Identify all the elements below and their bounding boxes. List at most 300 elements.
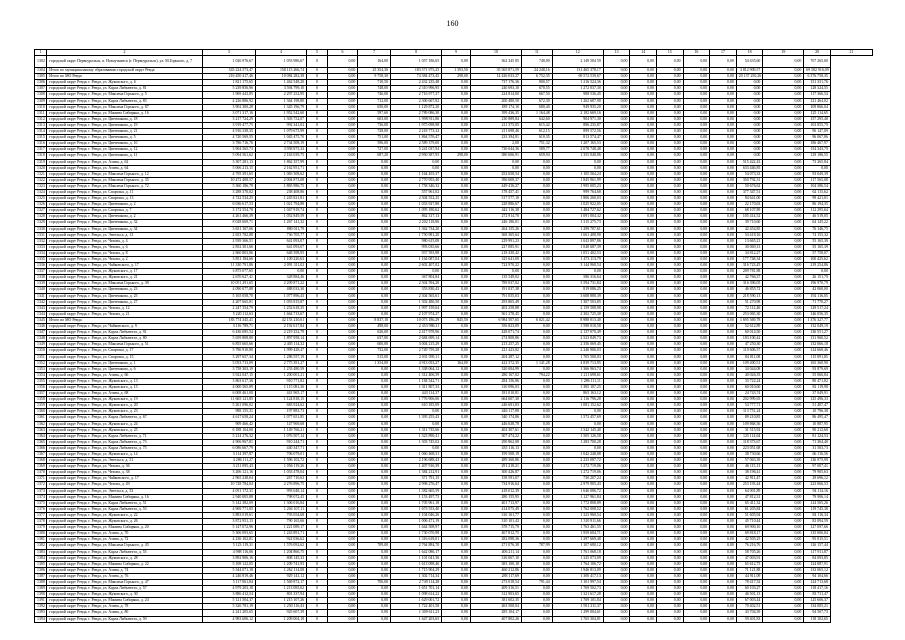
value-cell: 3 594 799,10: [255, 86, 306, 92]
value-cell: 211 375,05: [470, 122, 521, 128]
value-cell: 0,00: [763, 586, 804, 592]
value-cell: 285 104,17: [470, 610, 521, 616]
address-cell: городской округ Ревда, г. Ревда, ул. Спартака, д. 13: [47, 196, 203, 202]
value-cell: 0,00: [683, 250, 710, 256]
value-cell: 31 503,73: [804, 445, 831, 451]
value-cell: 1 376 327,77: [804, 317, 831, 323]
value-cell: 0,00: [442, 342, 471, 348]
value-cell: 0,00: [358, 537, 391, 543]
value-cell: 0,00: [683, 129, 710, 135]
value-cell: 612,15: [521, 129, 552, 135]
row-number: 1342: [35, 299, 47, 305]
value-cell: 218 430,42: [470, 250, 521, 256]
value-cell: 0,00: [603, 275, 630, 281]
value-cell: 154 343,79: [804, 147, 831, 153]
value-cell: 5 659 808,80: [202, 336, 255, 342]
value-cell: 603,00: [358, 116, 391, 122]
value-cell: 1 283 700,28: [552, 439, 603, 445]
value-cell: 1 250 116,43: [255, 604, 306, 610]
value-cell: 274 808,86: [470, 336, 521, 342]
value-cell: 1 300 417,13: [552, 573, 603, 579]
value-cell: 2 589 379,00: [391, 141, 442, 147]
value-cell: 0,00: [327, 159, 358, 165]
value-cell: 0: [307, 281, 327, 287]
value-cell: 54 435,60: [736, 56, 763, 68]
value-cell: 0,00: [442, 482, 471, 488]
value-cell: 0,00: [442, 226, 471, 232]
row-number: 1377: [35, 512, 47, 518]
value-cell: 0,00: [630, 232, 657, 238]
value-cell: 0,00: [358, 202, 391, 208]
value-cell: 0,00: [683, 506, 710, 512]
value-cell: 34 044,08: [736, 366, 763, 372]
value-cell: 1 127 961,84: [552, 494, 603, 500]
value-cell: 0,00: [358, 415, 391, 421]
value-cell: 0,00: [442, 214, 471, 220]
value-cell: 0,00: [603, 244, 630, 250]
value-cell: 0,00: [521, 427, 552, 433]
address-cell: городской округ Ревда, г. Ревда, ул. Чайковского, д. 17: [47, 263, 203, 269]
address-cell: городской округ Первоуральск, п. Новоуткинск (г. Первоуральск), ул. М.Горького, д. 7: [47, 56, 203, 68]
value-cell: 42 911,47: [736, 476, 763, 482]
value-cell: 0,00: [327, 104, 358, 110]
value-cell: 177 748,34: [736, 257, 763, 263]
address-cell: городской округ Ревда, г. Ревда, ул. Чехова, д. 8: [47, 250, 203, 256]
value-cell: 0,00: [442, 56, 471, 68]
address-cell: Итого по МО Ревда: [47, 74, 203, 80]
value-cell: 0,00: [603, 561, 630, 567]
value-cell: 0,00: [630, 336, 657, 342]
value-cell: 748,00: [358, 86, 391, 92]
value-cell: 0: [307, 56, 327, 68]
value-cell: 1 722 401,58: [391, 604, 442, 610]
value-cell: 0,00: [630, 458, 657, 464]
row-number: 1306: [35, 80, 47, 86]
value-cell: 0,00: [657, 421, 684, 427]
value-cell: 0,00: [710, 537, 737, 543]
value-cell: 0,00: [358, 452, 391, 458]
value-cell: 0,00: [683, 141, 710, 147]
value-cell: 3 872 951,13: [202, 519, 255, 525]
value-cell: 0,00: [327, 135, 358, 141]
value-cell: 3 758 303,19: [202, 366, 255, 372]
value-cell: 0,00: [736, 98, 763, 104]
value-cell: 84 641,00: [736, 196, 763, 202]
value-cell: 0,00: [683, 86, 710, 92]
value-cell: 4 979 203,18: [202, 586, 255, 592]
value-cell: 189 174,10: [470, 104, 521, 110]
row-number: 1375: [35, 500, 47, 506]
value-cell: 0,00: [603, 360, 630, 366]
value-cell: 680,40: [521, 104, 552, 110]
value-cell: 0,00: [763, 250, 804, 256]
value-cell: 0,00: [603, 403, 630, 409]
value-cell: 0,00: [327, 427, 358, 433]
row-number: 1387: [35, 573, 47, 579]
value-cell: 0,00: [710, 129, 737, 135]
value-cell: 0,00: [657, 610, 684, 616]
value-cell: 0,00: [763, 98, 804, 104]
value-cell: 5 214 276,32: [202, 433, 255, 439]
value-cell: 0,00: [603, 500, 630, 506]
value-cell: 0,00: [683, 573, 710, 579]
value-cell: 3 651 167,06: [202, 226, 255, 232]
value-cell: 0,00: [710, 604, 737, 610]
value-cell: 0,00: [327, 452, 358, 458]
value-cell: 0,00: [710, 567, 737, 573]
value-cell: 136 975,99: [804, 458, 831, 464]
value-cell: 1 052 849,59: [255, 214, 306, 220]
value-cell: 0,00: [521, 183, 552, 189]
address-cell: городской округ Ревда, г. Ревда, ул. Жуковского, д. 26: [47, 519, 203, 525]
value-cell: 0,00: [327, 579, 358, 585]
value-cell: 0,00: [657, 336, 684, 342]
value-cell: 252 658,54: [470, 171, 521, 177]
value-cell: 1 129 872,20: [391, 104, 442, 110]
value-cell: 136 551,27: [804, 330, 831, 336]
value-cell: 0,00: [710, 476, 737, 482]
value-cell: 0,00: [630, 573, 657, 579]
value-cell: 925 607,39: [255, 610, 306, 616]
value-cell: 0,00: [657, 452, 684, 458]
row-number: 1383: [35, 549, 47, 555]
value-cell: 84 011,08: [736, 354, 763, 360]
value-cell: 0,00: [657, 409, 684, 415]
value-cell: 3 307 281,13: [202, 159, 255, 165]
value-cell: 0,00: [657, 165, 684, 171]
value-cell: 0,00: [736, 135, 763, 141]
value-cell: 0,00: [710, 378, 737, 384]
value-cell: 54 073,33: [736, 171, 763, 177]
value-cell: 1 765 304,81: [552, 616, 603, 622]
value-cell: 24 743,74: [736, 391, 763, 397]
value-cell: 722 970,22: [470, 263, 521, 269]
value-cell: 0,00: [603, 366, 630, 372]
value-cell: 0,00: [683, 214, 710, 220]
value-cell: 0,00: [327, 232, 358, 238]
value-cell: 316 067,10: [470, 555, 521, 561]
value-cell: 0,00: [657, 74, 684, 80]
value-cell: 1 211 698,61: [552, 372, 603, 378]
address-cell: Итого по МО Ревда: [47, 317, 203, 323]
value-cell: 0,00: [358, 372, 391, 378]
row-number: 1364: [35, 433, 47, 439]
value-cell: 0,00: [683, 226, 710, 232]
value-cell: 1 763 461,55: [552, 525, 603, 531]
value-cell: 0,00: [657, 464, 684, 470]
value-cell: 0,00: [683, 610, 710, 616]
value-cell: 0,00: [630, 324, 657, 330]
value-cell: 356 823,09: [470, 324, 521, 330]
row-number: 1356: [35, 384, 47, 390]
value-cell: 0,00: [442, 104, 471, 110]
value-cell: 710,50: [358, 80, 391, 86]
value-cell: 2 218 773,32: [391, 129, 442, 135]
value-cell: 1 109 220,63: [255, 257, 306, 263]
value-cell: 1 505 126,58: [552, 433, 603, 439]
value-cell: 0,00: [358, 214, 391, 220]
value-cell: 0,00: [630, 177, 657, 183]
value-cell: 0,00: [710, 189, 737, 195]
value-cell: 0,00: [683, 171, 710, 177]
value-cell: 3 786 716,76: [202, 141, 255, 147]
value-cell: 0,00: [630, 610, 657, 616]
value-cell: 980 615,08: [391, 238, 442, 244]
value-cell: 0,00: [358, 433, 391, 439]
value-cell: 0,00: [763, 549, 804, 555]
value-cell: 2 939 366,51: [202, 238, 255, 244]
value-cell: 0,00: [391, 165, 442, 171]
row-number: 1313: [35, 122, 47, 128]
value-cell: 300 426,87: [470, 470, 521, 476]
value-cell: 0,00: [603, 159, 630, 165]
value-cell: 0: [307, 354, 327, 360]
value-cell: 0,00: [630, 354, 657, 360]
value-cell: 0,00: [710, 299, 737, 305]
column-number: 10: [470, 50, 521, 56]
value-cell: 2 940 005,88: [202, 494, 255, 500]
value-cell: 112 295,64: [804, 208, 831, 214]
value-cell: 125 496,33: [804, 397, 831, 403]
value-cell: 0,00: [710, 616, 737, 622]
value-cell: 0,00: [521, 616, 552, 622]
value-cell: 0,00: [521, 348, 552, 354]
value-cell: 0,00: [763, 324, 804, 330]
value-cell: 414 075,49: [470, 506, 521, 512]
value-cell: 0,00: [657, 196, 684, 202]
value-cell: 0,00: [657, 171, 684, 177]
value-cell: 0,00: [630, 147, 657, 153]
value-cell: 0,00: [603, 592, 630, 598]
value-cell: 0,00: [603, 220, 630, 226]
value-cell: 0,00: [327, 165, 358, 171]
value-cell: 42 060,00: [804, 287, 831, 293]
value-cell: 0,00: [255, 269, 306, 275]
value-cell: 910 244,71: [255, 439, 306, 445]
value-cell: 2 196 688,43: [391, 458, 442, 464]
value-cell: 0,00: [442, 586, 471, 592]
value-cell: 1 705 961,18: [391, 500, 442, 506]
value-cell: 0,00: [442, 135, 471, 141]
value-cell: 0,00: [657, 68, 684, 74]
value-cell: 706,00: [358, 579, 391, 585]
value-cell: 0,00: [710, 110, 737, 116]
value-cell: 1 316 618,01: [391, 537, 442, 543]
row-number: 1325: [35, 196, 47, 202]
value-cell: 0,00: [657, 439, 684, 445]
value-cell: 543 224 573,47: [202, 68, 255, 74]
value-cell: 0,00: [657, 330, 684, 336]
value-cell: 2 182 669,16: [552, 110, 603, 116]
value-cell: 0,00: [630, 189, 657, 195]
value-cell: 0,00: [630, 311, 657, 317]
value-cell: 0,00: [763, 342, 804, 348]
value-cell: 2,00: [470, 141, 521, 147]
value-cell: 227 085,91: [470, 244, 521, 250]
value-cell: 0,00: [630, 110, 657, 116]
value-cell: 1 946 813,09: [552, 567, 603, 573]
value-cell: 0,00: [657, 555, 684, 561]
value-cell: 158 115 266,74: [255, 68, 306, 74]
row-number: 1365: [35, 439, 47, 445]
value-cell: 0,00: [630, 598, 657, 604]
column-number: 5: [307, 50, 327, 56]
value-cell: 0,00: [442, 141, 471, 147]
value-cell: 0,00: [763, 311, 804, 317]
value-cell: 0,00: [327, 409, 358, 415]
value-cell: 0,00: [657, 500, 684, 506]
value-cell: 0,00: [657, 116, 684, 122]
value-cell: 0,00: [710, 372, 737, 378]
value-cell: 2 432 235,48: [391, 80, 442, 86]
value-cell: 312 903,65: [470, 592, 521, 598]
value-cell: 0,00: [603, 579, 630, 585]
value-cell: 0,00: [630, 293, 657, 299]
address-cell: городской округ Ревда, г. Ревда, ул. Цветникова, д. 19: [47, 122, 203, 128]
value-cell: 2 304 565,61: [391, 293, 442, 299]
value-cell: 899 572,56: [552, 129, 603, 135]
value-cell: 0,00: [657, 579, 684, 585]
value-cell: 3 958 875,33: [255, 147, 306, 153]
value-cell: 0: [307, 604, 327, 610]
row-number: 1384: [35, 555, 47, 561]
value-cell: 0,00: [763, 220, 804, 226]
value-cell: 0: [307, 421, 327, 427]
column-number: 18: [736, 50, 763, 56]
address-cell: городской округ Ревда, г. Ревда, ул. Цветникова, д. 5: [47, 135, 203, 141]
value-cell: 0,00: [552, 409, 603, 415]
value-cell: 0,00: [657, 92, 684, 98]
value-cell: 0,00: [630, 421, 657, 427]
value-cell: 0,00: [710, 348, 737, 354]
value-cell: 0,00: [763, 403, 804, 409]
value-cell: 165 360,90: [804, 360, 831, 366]
value-cell: 0: [307, 68, 327, 74]
value-cell: 0,00: [763, 214, 804, 220]
value-cell: 368 365,64: [470, 232, 521, 238]
value-cell: 2 209 871,22: [255, 281, 306, 287]
value-cell: 1 306 016,84: [255, 500, 306, 506]
value-cell: 0,00: [327, 482, 358, 488]
value-cell: 0,00: [358, 391, 391, 397]
value-cell: 0,00: [683, 397, 710, 403]
value-cell: 886 235,87: [552, 122, 603, 128]
value-cell: 0,00: [442, 171, 471, 177]
value-cell: 0,00: [736, 110, 763, 116]
row-number: 1324: [35, 189, 47, 195]
value-cell: 1 646 086,72: [552, 488, 603, 494]
value-cell: 0,00: [630, 549, 657, 555]
value-cell: 0: [307, 257, 327, 263]
value-cell: 0,00: [327, 610, 358, 616]
value-cell: 0,00: [603, 98, 630, 104]
value-cell: 0,00: [521, 159, 552, 165]
value-cell: 0,00: [603, 238, 630, 244]
value-cell: 0,00: [710, 196, 737, 202]
value-cell: 0,00: [603, 439, 630, 445]
value-cell: 460 212,86: [470, 567, 521, 573]
value-cell: 1 862 357,99: [255, 159, 306, 165]
value-cell: 0: [307, 129, 327, 135]
value-cell: 1 209 004,18: [255, 616, 306, 622]
value-cell: 0: [307, 561, 327, 567]
address-cell: городской округ Ревда, г. Ревда, ул. Азина, д. 68: [47, 391, 203, 397]
value-cell: 1 021 794,88: [255, 202, 306, 208]
value-cell: 0,00: [521, 409, 552, 415]
value-cell: 0,00: [630, 384, 657, 390]
value-cell: 0,00: [603, 567, 630, 573]
value-cell: 0,00: [710, 549, 737, 555]
value-cell: 0,00: [521, 299, 552, 305]
value-cell: 0,00: [657, 269, 684, 275]
address-cell: городской округ Ревда, г. Ревда, ул. Цветникова, д. 23: [47, 287, 203, 293]
value-cell: 0,00: [657, 537, 684, 543]
value-cell: 0,00: [710, 573, 737, 579]
value-cell: 0,00: [521, 519, 552, 525]
value-cell: 0,00: [603, 263, 630, 269]
value-cell: 0,00: [683, 324, 710, 330]
value-cell: 133 065,12: [804, 567, 831, 573]
value-cell: 0,00: [327, 98, 358, 104]
value-cell: 46 501,13: [736, 592, 763, 598]
value-cell: 0,00: [442, 445, 471, 451]
value-cell: 0,00: [657, 366, 684, 372]
value-cell: 0,00: [630, 220, 657, 226]
value-cell: 0,00: [763, 226, 804, 232]
row-number: 1346: [35, 324, 47, 330]
address-cell: городской округ Ревда, г. Ревда, ул. Чехова, д. 36: [47, 464, 203, 470]
value-cell: 0,00: [736, 86, 763, 92]
value-cell: 0,00: [521, 250, 552, 256]
value-cell: 58 705,26: [736, 549, 763, 555]
value-cell: 1 364 198,80: [255, 98, 306, 104]
value-cell: 0,00: [657, 445, 684, 451]
value-cell: 0,00: [683, 366, 710, 372]
value-cell: 0: [307, 415, 327, 421]
value-cell: 0,00: [603, 421, 630, 427]
value-cell: 0,00: [327, 202, 358, 208]
value-cell: 81 124,53: [804, 433, 831, 439]
value-cell: 0,00: [442, 281, 471, 287]
value-cell: 0,00: [657, 275, 684, 281]
value-cell: 0,00: [521, 549, 552, 555]
value-cell: 626,00: [358, 330, 391, 336]
value-cell: 5 094 561,62: [202, 153, 255, 159]
value-cell: 0: [307, 232, 327, 238]
value-cell: 0,00: [521, 189, 552, 195]
value-cell: 0,00: [603, 342, 630, 348]
row-number: 1378: [35, 519, 47, 525]
value-cell: 0,00: [358, 598, 391, 604]
row-number: 1385: [35, 561, 47, 567]
row-number: 1310: [35, 104, 47, 110]
value-cell: 0,00: [683, 159, 710, 165]
value-cell: 0,00: [763, 196, 804, 202]
value-cell: 0,00: [657, 324, 684, 330]
value-cell: 0,00: [683, 415, 710, 421]
value-cell: 1 272 719,06: [552, 464, 603, 470]
value-cell: 0: [307, 610, 327, 616]
value-cell: 0,00: [804, 269, 831, 275]
value-cell: 128 324,55: [804, 86, 831, 92]
value-cell: 2 091 311,02: [255, 263, 306, 269]
value-cell: 1 115 081,36: [255, 384, 306, 390]
value-cell: 1 056 119,26: [255, 464, 306, 470]
value-cell: 515 422,43: [736, 159, 763, 165]
value-cell: 0,00: [521, 397, 552, 403]
value-cell: 0,00: [442, 476, 471, 482]
value-cell: 0: [307, 98, 327, 104]
